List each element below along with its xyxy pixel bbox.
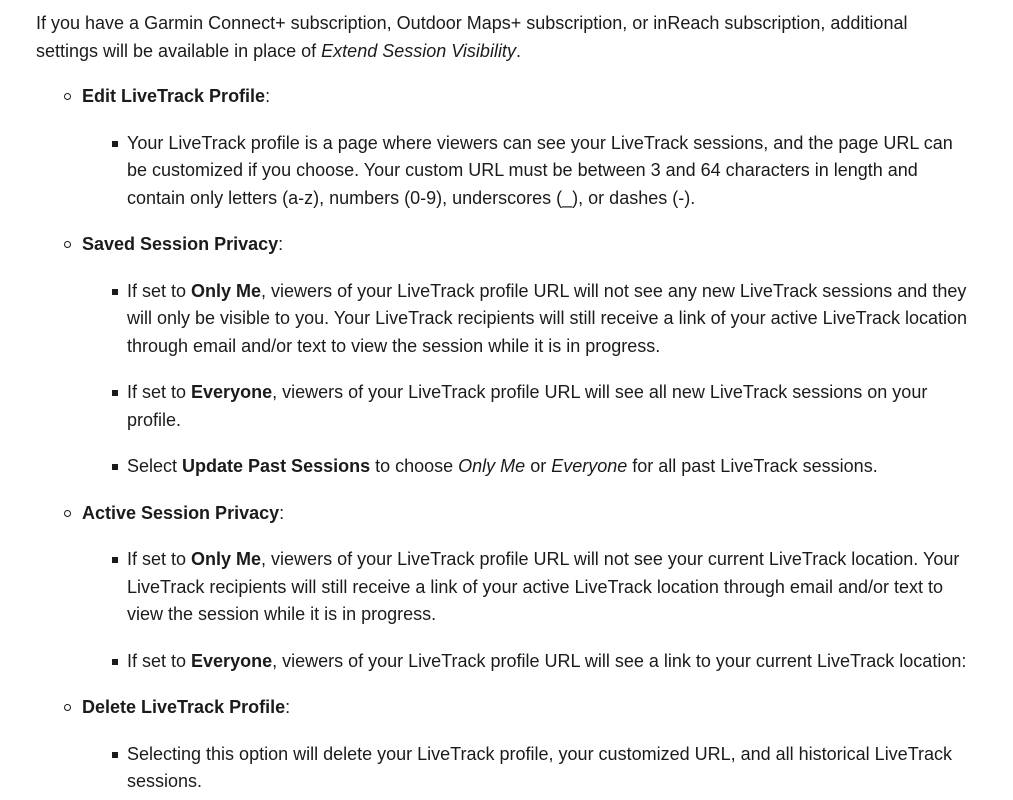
section-bullets [82,130,983,213]
section-title: Delete LiveTrack Profile [82,697,286,717]
option-name: Update Past Sessions [182,456,371,476]
option-value: Only Me [458,456,526,476]
square-bullet-icon [112,141,118,147]
list-item-text: , viewers of your LiveTrack profile URL will not see any new LiveTrack sessions and they will only be visible to you. Your LiveTrack recipients will still receive a link of your active LiveTrack location through email and/or text to view the session while it is in progress. [127,280,968,356]
circle-bullet-icon [64,510,71,517]
list-item-text: , viewers of your LiveTrack profile URL will see a link to your current LiveTrack location: [272,650,967,671]
square-bullet-icon [112,752,118,758]
list-item-text: If set to [127,280,192,301]
settings-list [36,83,983,796]
section-bullets [82,278,983,481]
square-bullet-icon [112,557,118,563]
circle-bullet-icon [64,93,71,100]
section-edit-livetrack-profile [36,83,983,212]
square-bullet-icon [112,659,118,665]
section-bullets [82,546,983,675]
list-item-text: , viewers of your LiveTrack profile URL will see all new LiveTrack sessions on your profile. [127,382,928,430]
list-item-text: or [525,456,552,476]
list-item [82,278,972,361]
option-value: Everyone [551,456,628,476]
section-colon: : [285,697,291,717]
list-item [82,379,972,434]
section-colon: : [265,86,271,106]
section-heading [82,231,983,259]
list-item [82,546,972,629]
list-item-text: for all past LiveTrack sessions. [627,456,878,476]
intro-period: . [515,40,521,61]
section-heading [82,83,983,111]
list-item [82,130,972,213]
option-name: Only Me [191,280,262,301]
list-item [82,648,987,676]
list-item-text: , viewers of your LiveTrack profile URL will not see your current LiveTrack location. Your LiveTrack recipients will still receive a link of your active LiveTrack location through email and/or text to view the session while it is in progress. [127,549,960,624]
option-name: Everyone [191,382,273,402]
list-item-text: If set to [127,549,192,569]
list-item-text: Selecting this option will delete your LiveTrack profile, your customized URL, and all historical LiveTrack sessions. [127,743,953,791]
section-title: Edit LiveTrack Profile [82,86,266,106]
section-colon: : [278,234,284,254]
circle-bullet-icon [64,241,71,248]
square-bullet-icon [112,289,118,295]
option-name: Everyone [191,650,273,671]
section-saved-session-privacy [36,231,983,481]
square-bullet-icon [112,464,118,470]
section-heading [82,694,983,722]
option-name: Only Me [191,549,262,569]
section-title: Active Session Privacy [82,502,280,523]
intro-text: If you have a Garmin Connect+ subscription, Outdoor Maps+ subscription, or inReach subscription, additional settings will be available in place of [36,13,908,61]
list-item-text: to choose [370,456,459,476]
section-active-session-privacy [36,500,983,676]
section-colon: : [279,502,285,523]
list-item-text: If set to [127,382,192,402]
section-heading [82,500,983,528]
section-bullets [82,741,983,796]
list-item-text: If set to [127,650,192,671]
intro-setting-name: Extend Session Visibility [321,40,516,61]
intro-paragraph [36,10,966,65]
section-delete-livetrack-profile [36,694,983,796]
section-title: Saved Session Privacy [82,234,279,254]
list-item-text: Select [127,456,183,476]
list-item [82,453,972,481]
square-bullet-icon [112,390,118,396]
list-item-text: Your LiveTrack profile is a page where viewers can see your LiveTrack sessions, and the page URL can be customized if you choose. Your custom URL must be between 3 and 64 characters in length and contain only letters (a-z), numbers (0-9), underscores (_), or dashes (-). [127,132,953,208]
circle-bullet-icon [64,704,71,711]
list-item [82,741,972,796]
